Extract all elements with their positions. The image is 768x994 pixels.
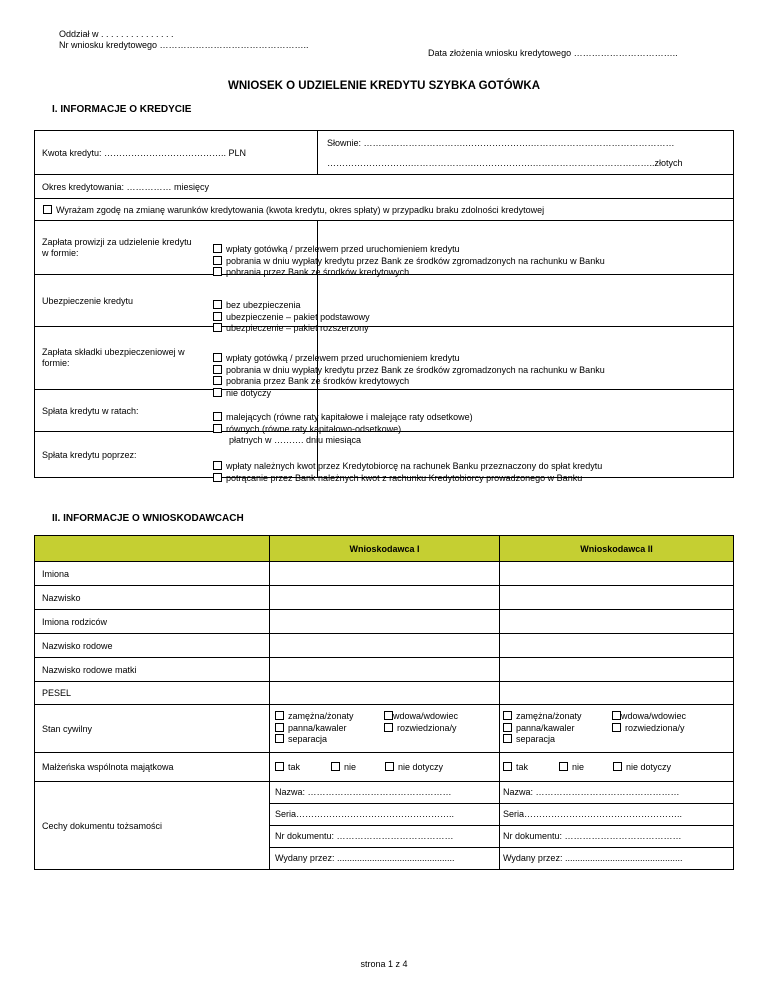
commission-credit-checkbox[interactable]: [213, 267, 222, 276]
amount-words-line-1: Słownie: …………………………….………………….…………………………………………: [327, 137, 675, 148]
page-number: strona 1 z 4: [360, 959, 408, 969]
premium-option-list: wpłaty gotówką / przelewem przed uruchomieniem kredytu pobrania w dniu wypłaty kredytu przez Bank ze środków zgromadzonych na rachunku w Banku pobrania przez Bank ze środków kredytowych nie dotyczy: [213, 353, 605, 399]
pesel-input-1[interactable]: [270, 682, 500, 705]
civil-status-label: Stan cywilny: [35, 705, 270, 753]
premium-account-checkbox[interactable]: [213, 365, 222, 374]
repayment-transfer-checkbox[interactable]: [213, 461, 222, 470]
property-regime-label: Małżeńska wspólnota majątkowa: [35, 753, 270, 782]
loan-period-field[interactable]: Okres kredytowania: …………… miesięcy: [35, 175, 734, 199]
header-blank-cell: [35, 536, 270, 562]
commission-account-checkbox[interactable]: [213, 256, 222, 265]
page-title: WNIOSEK O UDZIELENIE KREDYTU SZYBKA GOTÓWKA: [228, 80, 540, 92]
maiden-name-input-2[interactable]: [500, 634, 734, 658]
pesel-label: PESEL: [35, 682, 270, 705]
surname-input-1[interactable]: [270, 586, 500, 610]
mother-maiden-name-input-2[interactable]: [500, 658, 734, 682]
payment-day-field[interactable]: płatnych w ………. dniu miesiąca: [229, 435, 362, 445]
insurance-options: [318, 275, 734, 327]
repayment-label: Spłata kredytu poprzez:: [35, 432, 318, 478]
mother-maiden-name-label: Nazwisko rodowe matki: [35, 658, 270, 682]
single-checkbox-1[interactable]: [275, 723, 284, 732]
repayment-deduction-checkbox[interactable]: [213, 473, 222, 482]
insurance-basic-checkbox[interactable]: [213, 312, 222, 321]
repayment-option-list: wpłaty należnych kwot przez Kredytobiorcę na rachunek Banku przeznaczony do spłat kredytu potrącanie przez Bank należnych kwot z rachunku Kredytobiorcy prowadzonego w Banku: [213, 461, 602, 484]
insurance-extended-checkbox[interactable]: [213, 323, 222, 332]
installments-decreasing-checkbox[interactable]: [213, 412, 222, 421]
section-1-heading: I. INFORMACJE O KREDYCIE: [52, 104, 192, 115]
mother-maiden-name-input-1[interactable]: [270, 658, 500, 682]
married-checkbox-2[interactable]: [503, 711, 512, 720]
installments-option-list: malejących (równe raty kapitałowe i malejące raty odsetkowe) równych (równe raty kapitałowo-odsetkowe) płatnych w ………. dniu miesiąca: [213, 412, 473, 447]
widowed-checkbox-1[interactable]: [384, 711, 393, 720]
id-issuer-field-1[interactable]: Wydany przez: ...............................................: [270, 847, 499, 869]
married-checkbox-1[interactable]: [275, 711, 284, 720]
first-names-label: Imiona: [35, 562, 270, 586]
installments-label: Spłata kredytu w ratach:: [35, 390, 318, 432]
parents-names-input-2[interactable]: [500, 610, 734, 634]
commission-label: Zapłata prowizji za udzielenie kredytu w formie:: [35, 221, 318, 275]
separated-checkbox-1[interactable]: [275, 734, 284, 743]
application-date-field[interactable]: Data złożenia wniosku kredytowego ……………………………..: [428, 48, 678, 58]
maiden-name-label: Nazwisko rodowe: [35, 634, 270, 658]
property-cell-1: tak nie nie dotyczy: [270, 753, 500, 782]
widowed-checkbox-2[interactable]: [612, 711, 621, 720]
property-na-checkbox-1[interactable]: [385, 762, 394, 771]
branch-field[interactable]: Oddział w . . . . . . . . . . . . . . .: [59, 29, 174, 39]
insurance-label: Ubezpieczenie kredytu: [35, 275, 318, 327]
section-2-heading: II. INFORMACJE O WNIOSKODAWCACH: [52, 513, 244, 524]
premium-cash-checkbox[interactable]: [213, 353, 222, 362]
property-no-checkbox-2[interactable]: [559, 762, 568, 771]
id-issuer-field-2[interactable]: Wydany przez: ...............................................: [500, 847, 733, 869]
insurance-option-list: bez ubezpieczenia ubezpieczenie – pakiet podstawowy ubezpieczenie – pakiet rozszerzony: [213, 300, 370, 335]
application-number-field[interactable]: Nr wniosku kredytowego …………………………………………..: [59, 40, 309, 50]
premium-credit-checkbox[interactable]: [213, 376, 222, 385]
applicant-2-header: Wnioskodawca II: [500, 536, 734, 562]
loan-amount-field[interactable]: Kwota kredytu: ………………………………….. PLN: [35, 131, 318, 175]
premium-label: Zapłata składki ubezpieczeniowej w formie:: [35, 327, 318, 390]
consent-checkbox[interactable]: [43, 205, 52, 214]
consent-text: Wyrażam zgodę na zmianę warunków kredytowania (kwota kredytu, okres spłaty) w przypadku braku zdolności kredytowej: [56, 204, 545, 215]
civil-status-cell-2: zamężna/żonaty panna/kawaler separacja wdowa/wdowiec rozwiedziona/y: [500, 705, 734, 753]
parents-names-label: Imiona rodziców: [35, 610, 270, 634]
surname-label: Nazwisko: [35, 586, 270, 610]
id-name-field-2[interactable]: Nazwa: …………………………………………: [503, 787, 680, 797]
property-cell-2: tak nie nie dotyczy: [500, 753, 734, 782]
divorced-checkbox-2[interactable]: [612, 723, 621, 732]
civil-status-cell-1: zamężna/żonaty panna/kawaler separacja wdowa/wdowiec rozwiedziona/y: [270, 705, 500, 753]
id-number-field-2[interactable]: Nr dokumentu: …………………………………: [500, 825, 733, 847]
id-number-field-1[interactable]: Nr dokumentu: …………………………………: [270, 825, 499, 847]
separated-checkbox-2[interactable]: [503, 734, 512, 743]
applicant-1-header: Wnioskodawca I: [270, 536, 500, 562]
pesel-input-2[interactable]: [500, 682, 734, 705]
commission-cash-checkbox[interactable]: [213, 244, 222, 253]
property-na-checkbox-2[interactable]: [613, 762, 622, 771]
applicants-table: [34, 535, 734, 870]
property-yes-checkbox-2[interactable]: [503, 762, 512, 771]
premium-na-checkbox[interactable]: [213, 388, 222, 397]
single-checkbox-2[interactable]: [503, 723, 512, 732]
first-names-input-1[interactable]: [270, 562, 500, 586]
id-document-cell-1: [270, 782, 500, 870]
parents-names-input-1[interactable]: [270, 610, 500, 634]
id-name-field-1[interactable]: Nazwa: …………………………………………: [275, 787, 452, 797]
first-names-input-2[interactable]: [500, 562, 734, 586]
commission-option-list: wpłaty gotówką / przelewem przed uruchomieniem kredytu pobrania w dniu wypłaty kredytu przez Bank ze środków zgromadzonych na rachunku w Banku pobrania przez Bank ze środków kredytowych: [213, 244, 605, 279]
amount-in-words-field[interactable]: [318, 131, 734, 175]
id-series-field-1[interactable]: Seria……………………………………………..: [270, 803, 499, 825]
surname-input-2[interactable]: [500, 586, 734, 610]
property-no-checkbox-1[interactable]: [331, 762, 340, 771]
id-series-field-2[interactable]: Seria……………………………………………..: [500, 803, 733, 825]
divorced-checkbox-1[interactable]: [384, 723, 393, 732]
insurance-none-checkbox[interactable]: [213, 300, 222, 309]
id-document-label: Cechy dokumentu tożsamości: [35, 782, 270, 870]
installments-equal-checkbox[interactable]: [213, 424, 222, 433]
maiden-name-input-1[interactable]: [270, 634, 500, 658]
property-yes-checkbox-1[interactable]: [275, 762, 284, 771]
amount-words-line-2: ……………………….………………….……………….…………………………………..złotych: [327, 157, 683, 168]
consent-row: [35, 199, 734, 221]
id-document-cell-2: [500, 782, 734, 870]
